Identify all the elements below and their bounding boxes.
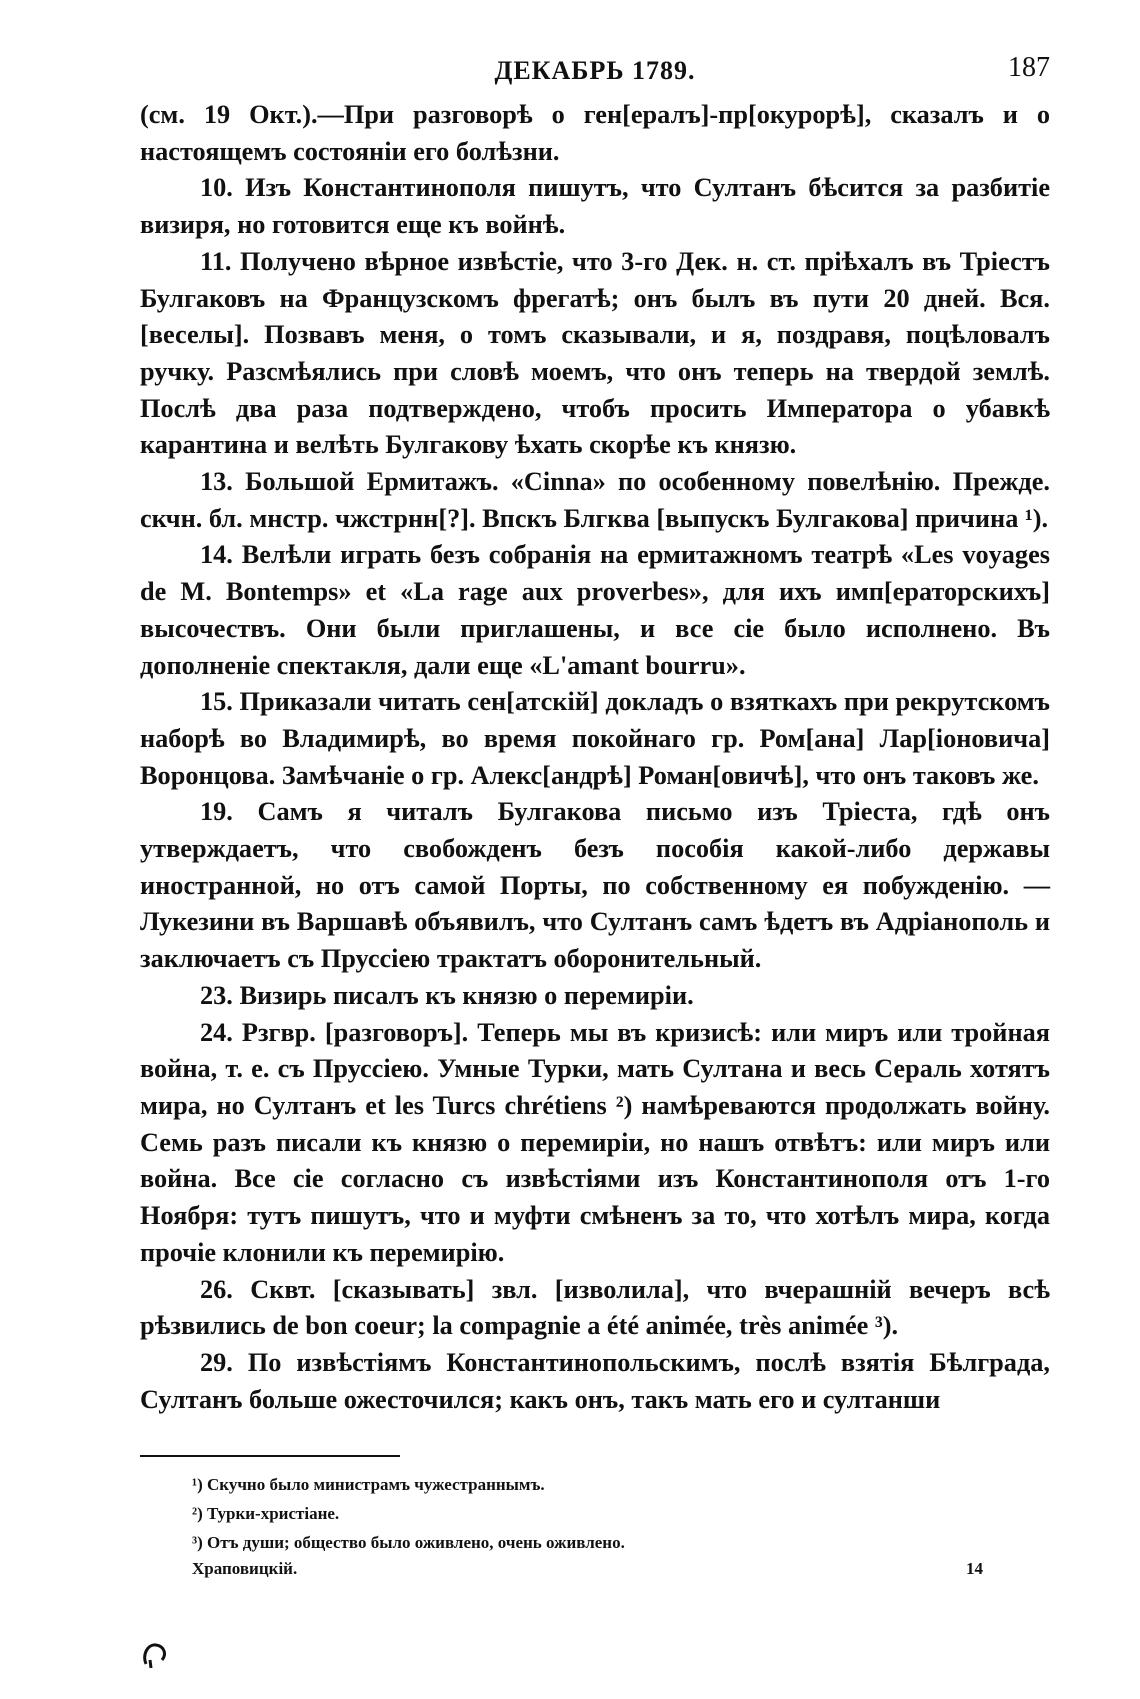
footnote-2: ²) Турки-христіане. [192, 1504, 340, 1523]
signature-author: Храповицкій. [192, 1559, 298, 1578]
sheet-number: 14 [966, 1559, 983, 1578]
page-header [140, 50, 1050, 90]
footnote-3: ³) Отъ души; общество было оживлено, очень оживлено. [192, 1533, 625, 1552]
footnote-divider [140, 1455, 400, 1457]
entry-15: 15. Приказали читать сен[атскій] докладъ о взяткахъ при рекрутскомъ наборѣ во Владимирѣ, во время покойнаго гр. Ром[ана] Лар[іоновича] Воронцова. Замѣчаніе о гр. Алекс[андрѣ] Роман[овичѣ], что онъ таковъ же. [140, 687, 1050, 790]
entry-13: 13. Большой Ермитажъ. «Cinna» по особенному повелѣнію. Прежде. скчн. бл. мнстр. чжстрнн[?]. Впскъ Блгква [выпускъ Булгакова] причина ¹). [140, 467, 1050, 533]
paragraph-continuation: (см. 19 Окт.).—При разговорѣ о ген[ералъ]-пр[окурорѣ], сказалъ и о настоящемъ состояніи его болѣзни. [140, 100, 1050, 166]
body-text [140, 97, 1050, 1418]
entry-10: 10. Изъ Константинополя пишутъ, что Султанъ бѣсится за разбитіе визиря, но готовится еще къ войнѣ. [140, 173, 1050, 240]
entry-29: 29. По извѣстіямъ Константинопольскимъ, послѣ взятія Бѣлграда, Султанъ больше ожесточился; какъ онъ, такъ мать его и султанши [140, 1347, 1050, 1414]
library-mark-icon [140, 1640, 170, 1670]
signature-row [192, 1559, 992, 1579]
footnotes [192, 1470, 1050, 1557]
footnote-1: ¹) Скучно было министрамъ чужестраннымъ. [192, 1475, 545, 1494]
running-title: ДЕКАБРЬ 1789. [494, 56, 696, 85]
entry-23: 23. Визирь писалъ къ князю о перемиріи. [200, 980, 694, 1010]
entry-26: 26. Сквт. [сказывать] звл. [изволила], что вчерашній вечеръ всѣ рѣзвились de bon coeur; la compagnie a été animée, très animée ³). [140, 1274, 1050, 1341]
entry-24: 24. Рзгвр. [разговоръ]. Теперь мы въ кризисѣ: или миръ или тройная война, т. е. съ Пруссіею. Умные Турки, мать Султана и весь Сераль хотятъ мира, но Султанъ et les Turcs chrétiens ²) намѣреваются продолжать войну. Семь разъ писали къ князю о перемиріи, но нашъ отвѣтъ: или миръ или война. Все сіе согласно съ извѣстіями изъ Константинополя отъ 1-го Ноября: тутъ пишутъ, что и муфти смѣненъ за то, что хотѣлъ мира, когда прочіе клонили къ перемирію. [140, 1017, 1050, 1267]
entry-19: 19. Самъ я читалъ Булгакова письмо изъ Тріеста, гдѣ онъ утверждаетъ, что свобожденъ безъ пособія какой-либо державы иностранной, но отъ самой Порты, по собственному ея побужденію. — Лукезини въ Варшавѣ объявилъ, что Султанъ самъ ѣдетъ въ Адріанополь и заключаетъ съ Пруссіею трактатъ оборонительный. [140, 797, 1050, 974]
page-number: 187 [1008, 52, 1050, 83]
entry-11: 11. Получено вѣрное извѣстіе, что 3-го Дек. н. ст. пріѣхалъ въ Тріестъ Булгаковъ на Французскомъ фрегатѣ; онъ былъ въ пути 20 дней. Вся. [веселы]. Позвавъ меня, о томъ сказывали, и я, поздравя, поцѣловалъ ручку. Разсмѣялись при словѣ моемъ, что онъ теперь на твердой землѣ. Послѣ два раза подтверждено, чтобъ просить Императора о убавкѣ карантина и велѣть Булгакову ѣхать скорѣе къ князю. [140, 246, 1050, 460]
entry-14: 14. Велѣли играть безъ собранія на ермитажномъ театрѣ «Les voyages de M. Bontemps» et «La rage aux proverbes», для ихъ имп[ераторскихъ] высочествъ. Они были приглашены, и все сіе было исполнено. Въ дополненіе спектакля, дали еще «L'amant bourru». [140, 540, 1050, 680]
